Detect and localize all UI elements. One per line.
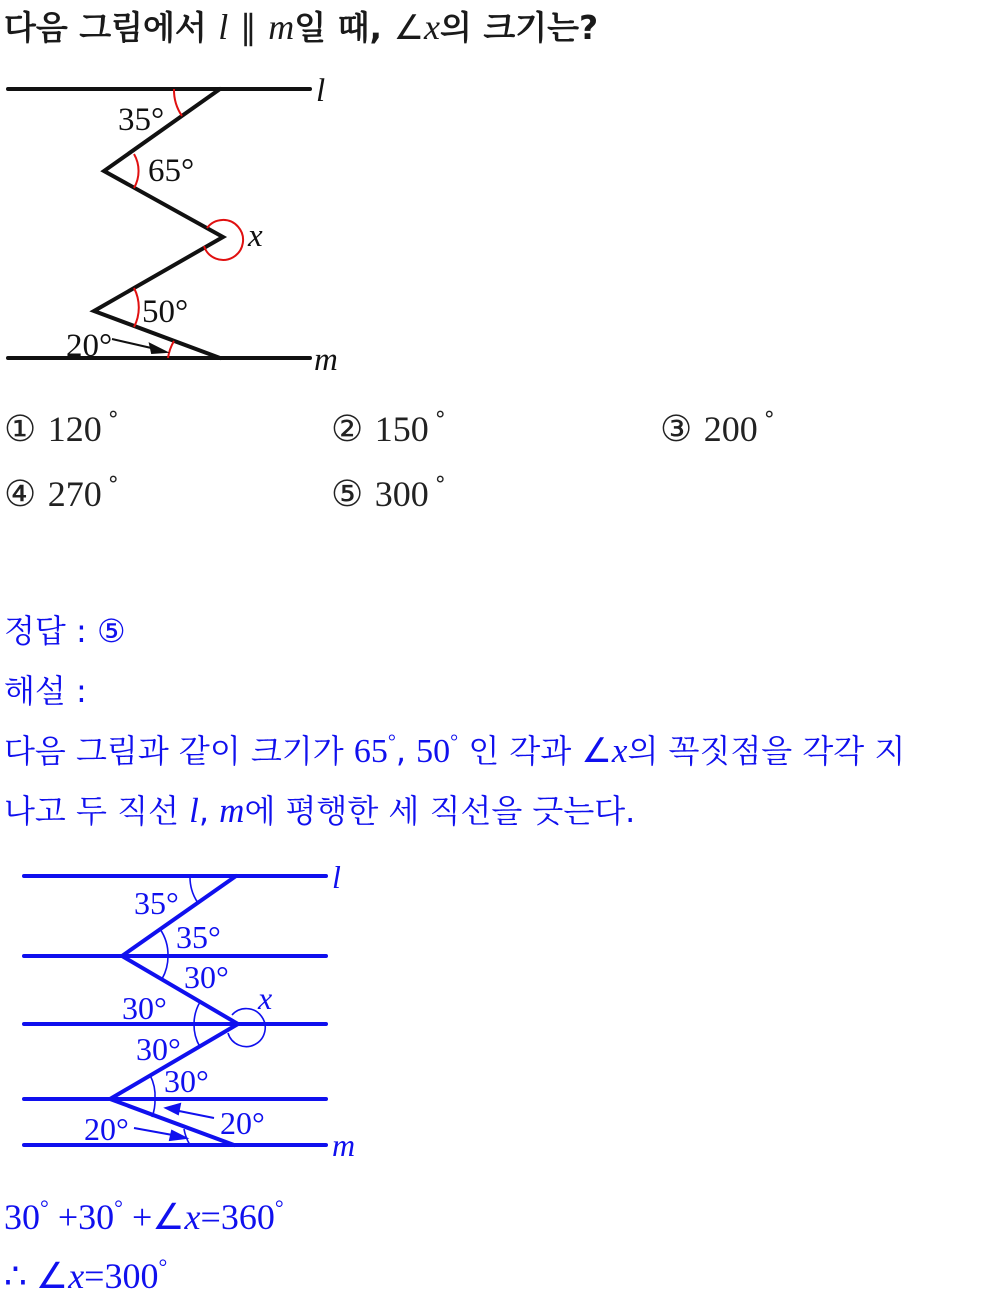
sol-arc-35-second bbox=[160, 929, 168, 956]
explanation-text-2a: 나고 두 직선 bbox=[4, 792, 179, 830]
equation-1 bbox=[4, 1195, 284, 1238]
choice-1[interactable] bbox=[4, 408, 119, 450]
choice-2-unit: ° bbox=[434, 408, 446, 433]
explanation-sep: , bbox=[198, 792, 209, 830]
choice-2-mark: ② bbox=[331, 409, 364, 450]
choice-4-unit: ° bbox=[107, 473, 119, 498]
choice-4-value: 270 bbox=[47, 474, 102, 514]
sol-arc-30-1 bbox=[162, 956, 168, 979]
eq1-angle: ∠ bbox=[152, 1197, 185, 1237]
eq1-deg-2: ° bbox=[114, 1195, 123, 1220]
choice-5-value: 300 bbox=[374, 474, 429, 514]
arc-35 bbox=[174, 89, 182, 116]
sol-label-30-3: 30° bbox=[136, 1031, 181, 1067]
choice-3-unit: ° bbox=[763, 408, 775, 433]
explanation-x: x bbox=[611, 731, 628, 770]
explanation-label-line bbox=[4, 666, 87, 712]
sol-label-x: x bbox=[258, 980, 273, 1016]
sol-label-30-2: 30° bbox=[122, 990, 167, 1026]
choice-3-mark: ③ bbox=[660, 409, 693, 450]
sol-label-30-4: 30° bbox=[164, 1063, 209, 1099]
x-symbol: x bbox=[424, 7, 441, 47]
explanation-text-1a: 다음 그림과 같이 크기가 bbox=[4, 732, 344, 770]
explanation-angle: ∠ bbox=[581, 733, 612, 770]
choice-4[interactable] bbox=[4, 473, 119, 515]
choice-4-mark: ④ bbox=[4, 474, 37, 515]
problem-figure bbox=[0, 60, 380, 390]
sol-label-20-left: 20° bbox=[84, 1111, 129, 1147]
answer-line bbox=[4, 606, 126, 652]
explanation-text-2b: 에 평행한 세 직선을 긋는다. bbox=[244, 792, 636, 830]
solution-figure bbox=[0, 850, 390, 1170]
sol-label-l: l bbox=[332, 859, 341, 895]
arrow-20-head bbox=[150, 344, 166, 353]
eq1-plus-1: + bbox=[57, 1197, 79, 1237]
question-mid: 일 때, bbox=[294, 8, 383, 47]
eq1-rhs: 360 bbox=[220, 1197, 275, 1237]
line-m-symbol: m bbox=[268, 7, 295, 47]
choice-3[interactable] bbox=[660, 408, 775, 450]
label-35: 35° bbox=[118, 102, 165, 138]
label-l: l bbox=[316, 73, 326, 109]
label-20: 20° bbox=[66, 328, 113, 364]
sol-label-20-right: 20° bbox=[220, 1105, 265, 1141]
eq2-therefore: ∴ bbox=[4, 1256, 27, 1296]
explanation-text-1b: 인 각과 bbox=[468, 732, 572, 770]
eq1-deg-1: ° bbox=[40, 1195, 49, 1220]
sol-arrow-20-right-head bbox=[166, 1104, 180, 1114]
eq2-angle: ∠ bbox=[35, 1256, 69, 1296]
arc-20 bbox=[168, 341, 174, 358]
label-50: 50° bbox=[142, 294, 189, 330]
eq1-plus-2: + bbox=[131, 1197, 153, 1237]
sol-arrow-20-left-head bbox=[170, 1131, 186, 1140]
sol-arc-30-4 bbox=[150, 1075, 155, 1099]
answer-value: ⑤ bbox=[96, 612, 126, 650]
parallel-symbol: ∥ bbox=[239, 10, 257, 47]
explanation-deg-1: ° bbox=[387, 731, 396, 753]
eq2-deg: ° bbox=[158, 1254, 168, 1279]
explanation-text-1c: 의 꼭짓점을 각각 지 bbox=[627, 732, 906, 770]
explanation-l: l bbox=[189, 791, 199, 830]
explanation-comma: , bbox=[395, 732, 406, 770]
sol-arrow-20-right-shaft bbox=[174, 1110, 214, 1118]
eq1-term-1: 30 bbox=[4, 1197, 40, 1237]
arc-65 bbox=[134, 154, 139, 188]
arc-x bbox=[204, 220, 243, 260]
answer-label: 정답 bbox=[4, 612, 66, 650]
choice-2-value: 150 bbox=[374, 409, 429, 449]
explanation-label: 해설 bbox=[4, 672, 66, 710]
sol-label-35-top: 35° bbox=[134, 885, 179, 921]
choice-3-value: 200 bbox=[703, 409, 758, 449]
angle-symbol: ∠ bbox=[393, 10, 425, 47]
eq1-deg-3: ° bbox=[274, 1195, 284, 1220]
question-post: 의 크기는? bbox=[440, 8, 599, 47]
eq2-x: x bbox=[68, 1256, 85, 1296]
eq2-equals: = bbox=[84, 1256, 105, 1296]
explanation-line-2 bbox=[4, 786, 635, 832]
sol-label-m: m bbox=[332, 1127, 356, 1163]
explanation-deg-2: ° bbox=[450, 731, 459, 753]
choice-1-mark: ① bbox=[4, 409, 37, 450]
explanation-m: m bbox=[219, 791, 245, 830]
answer-colon: : bbox=[76, 612, 87, 650]
explanation-line-1 bbox=[4, 726, 905, 772]
choice-1-unit: ° bbox=[107, 408, 119, 433]
eq2-rhs: 300 bbox=[104, 1256, 159, 1296]
label-m: m bbox=[314, 342, 338, 378]
sol-label-30-1: 30° bbox=[184, 959, 229, 995]
arc-50 bbox=[134, 288, 139, 327]
choice-5-unit: ° bbox=[434, 473, 446, 498]
eq1-term-2: 30 bbox=[78, 1197, 115, 1237]
equation-2 bbox=[4, 1254, 167, 1297]
label-65: 65° bbox=[148, 153, 195, 189]
label-x: x bbox=[248, 218, 263, 254]
explanation-colon: : bbox=[76, 672, 87, 710]
line-l-symbol: l bbox=[218, 7, 229, 47]
choice-5[interactable] bbox=[331, 473, 446, 515]
question-text bbox=[4, 2, 598, 49]
question-pre: 다음 그림에서 bbox=[4, 8, 207, 47]
choice-1-value: 120 bbox=[47, 409, 102, 449]
sol-arc-30-3 bbox=[194, 1024, 200, 1047]
explanation-50: 50 bbox=[416, 733, 451, 770]
sol-arc-35-top bbox=[190, 876, 198, 903]
explanation-65: 65 bbox=[353, 733, 388, 770]
eq1-x: x bbox=[184, 1197, 201, 1237]
sol-arc-30-2 bbox=[194, 1002, 200, 1024]
sol-label-35-second: 35° bbox=[176, 919, 221, 955]
choice-2[interactable] bbox=[331, 408, 446, 450]
choice-5-mark: ⑤ bbox=[331, 474, 364, 515]
eq1-equals: = bbox=[200, 1197, 221, 1237]
